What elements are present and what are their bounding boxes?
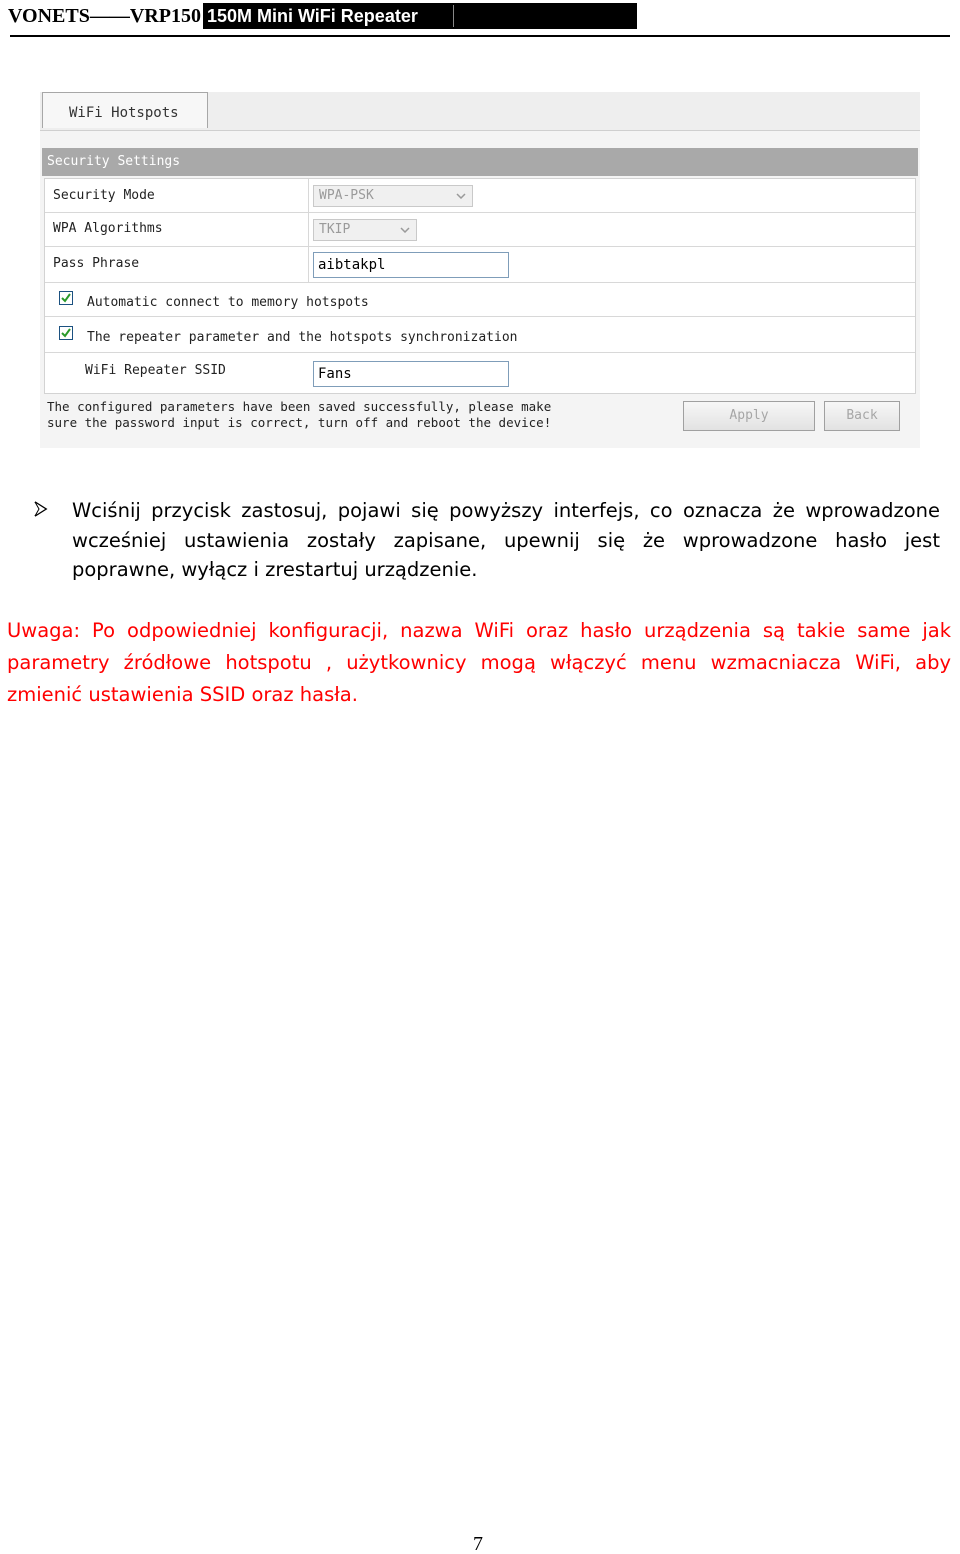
auto-connect-row: [45, 283, 915, 317]
section-title-bar: Security Settings: [42, 148, 918, 176]
router-ui-screenshot: [40, 92, 920, 448]
security-settings-form: [44, 178, 916, 394]
document-header: [8, 3, 637, 29]
sync-checkbox[interactable]: [59, 326, 73, 340]
security-mode-select[interactable]: [313, 185, 473, 207]
wpa-algorithms-row: [45, 213, 915, 247]
repeater-ssid-label: WiFi Repeater SSID: [85, 363, 226, 378]
header-product-banner: [203, 3, 637, 29]
auto-connect-checkbox[interactable]: [59, 291, 73, 305]
chevron-down-icon: [453, 186, 469, 206]
pass-phrase-row: [45, 247, 915, 283]
instruction-bullet: [33, 496, 941, 585]
back-button[interactable]: Back: [824, 401, 900, 431]
pass-phrase-label: Pass Phrase: [53, 256, 140, 271]
apply-button[interactable]: Apply: [683, 401, 815, 431]
sync-row: [45, 317, 915, 353]
chevron-down-icon: [397, 220, 413, 240]
header-brand: VONETS——VRP150: [8, 5, 201, 27]
wpa-algorithms-select[interactable]: [313, 219, 417, 241]
wpa-algorithms-value: TKIP: [319, 222, 351, 237]
pass-phrase-input[interactable]: aibtakpl: [313, 252, 509, 278]
repeater-ssid-input[interactable]: Fans: [313, 361, 509, 387]
arrow-bullet-icon: [33, 500, 49, 518]
header-banner-divider: [453, 5, 454, 27]
auto-connect-label: Automatic connect to memory hotspots: [87, 295, 369, 310]
save-status-message: The configured parameters have been saved successfully, please make sure the password input is correct, turn off and reboot the device!: [47, 399, 552, 430]
repeater-ssid-row: [45, 353, 915, 393]
security-mode-row: [45, 179, 915, 213]
wpa-algorithms-label: WPA Algorithms: [53, 221, 163, 236]
checkmark-icon: [61, 328, 71, 338]
tab-strip: [40, 92, 920, 131]
sync-label: The repeater parameter and the hotspots synchronization: [87, 330, 518, 345]
header-rule: [10, 35, 950, 37]
security-mode-value: WPA-PSK: [319, 188, 374, 203]
instruction-text: Wciśnij przycisk zastosuj, pojawi się powyższy interfejs, co oznacza że wprowadzone wcześniej ustawienia zostały zapisane, upewnij się że wprowadzone hasło jest poprawne, wyłącz i zrestartuj urządzenie.: [72, 499, 940, 581]
note-paragraph: Uwaga: Po odpowiedniej konfiguracji, nazwa WiFi oraz hasło urządzenia są takie same jak parametry źródłowe hotspotu , użytkownicy mogą włączyć menu wzmacniacza WiFi, aby zmienić ustawienia SSID oraz hasła.: [7, 619, 951, 706]
tab-wifi-hotspots[interactable]: WiFi Hotspots: [42, 92, 208, 128]
header-product-name: 150M Mini WiFi Repeater: [206, 6, 418, 26]
checkmark-icon: [61, 293, 71, 303]
security-mode-label: Security Mode: [53, 188, 155, 203]
page-number: 7: [473, 1533, 483, 1554]
